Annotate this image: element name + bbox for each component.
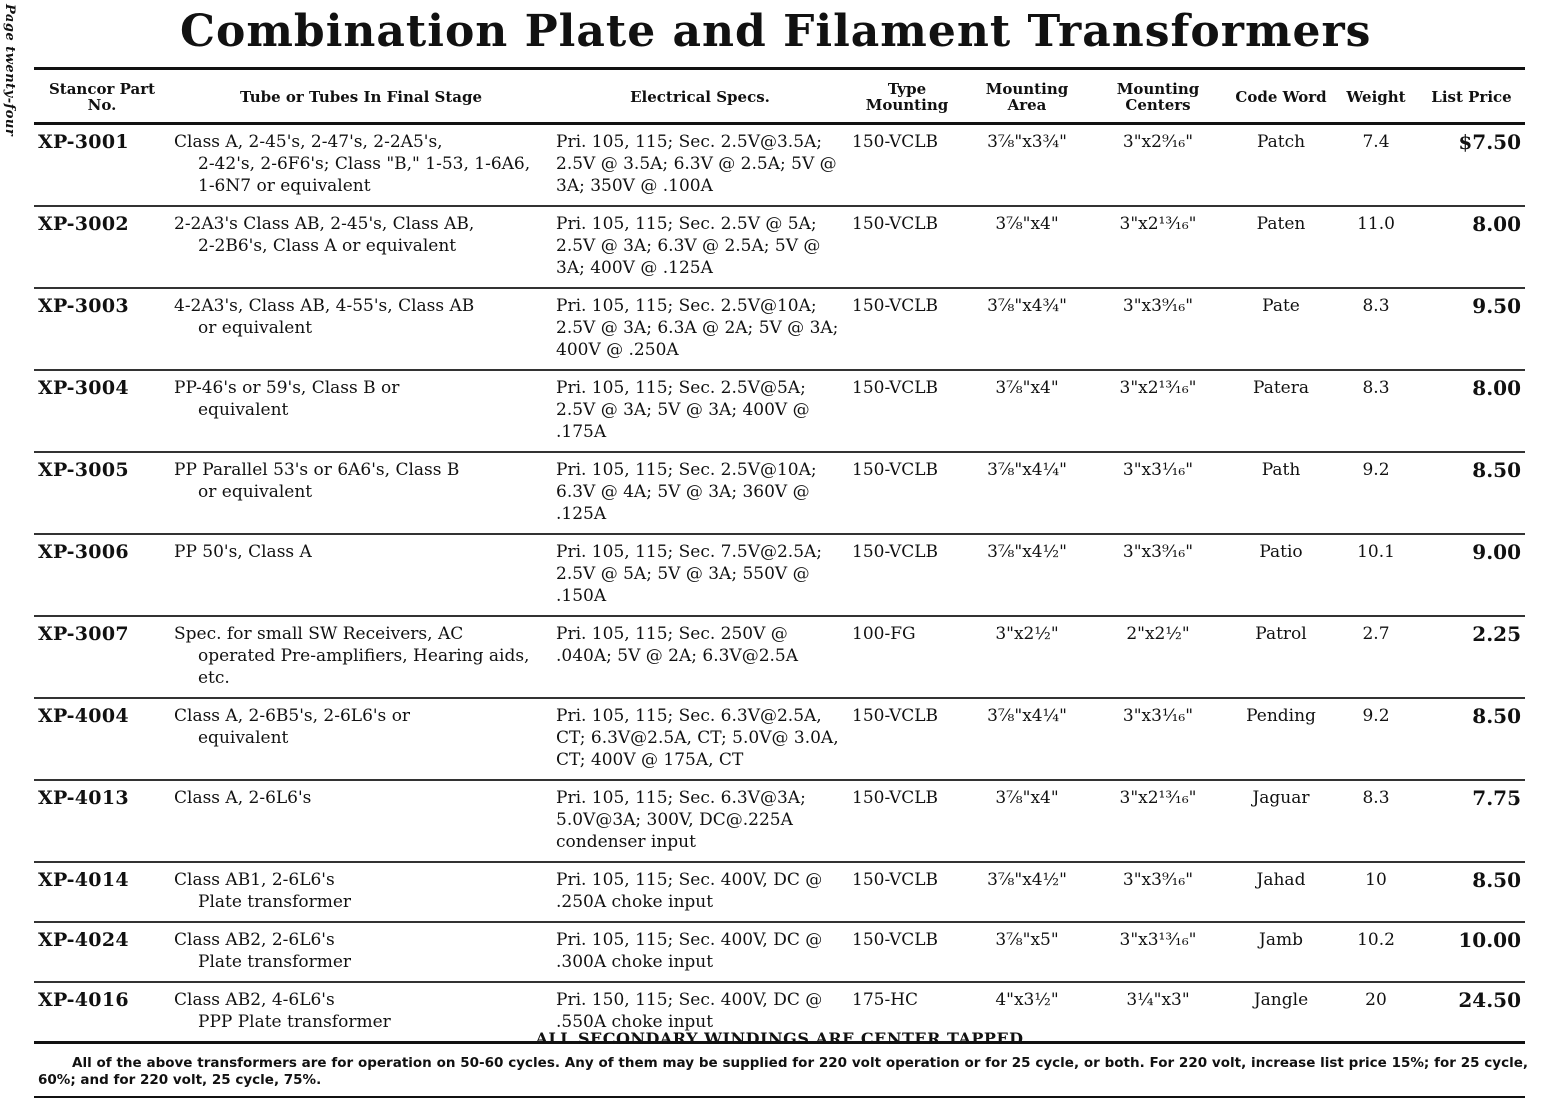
col-header-weight: Weight (1334, 72, 1418, 124)
tube-line-1: Class A, 2-6L6's (174, 788, 312, 808)
tube-line-1: PP Parallel 53's or 6A6's, Class B (174, 460, 460, 480)
tube-line-2: equivalent (198, 728, 289, 748)
list-price: $7.50 (1418, 124, 1525, 207)
electrical-specs: Pri. 105, 115; Sec. 2.5V@5A; 2.5V @ 3A; 5V @ 3A; 400V @ .175A (552, 370, 848, 452)
table-row (34, 288, 1525, 370)
type-mounting: 100-FG (848, 616, 966, 698)
col-header-list-price: List Price (1418, 72, 1525, 124)
tube-line-2: Plate transformer (198, 952, 352, 972)
mounting-centers: 3"x3⁹⁄₁₆" (1088, 534, 1228, 616)
electrical-specs: Pri. 105, 115; Sec. 250V @ .040A; 5V @ 2A; 6.3V@2.5A (552, 616, 848, 698)
tube-line-2: Plate transformer (198, 892, 352, 912)
mounting-centers: 3¼"x3" (1088, 982, 1228, 1043)
weight: 9.2 (1334, 698, 1418, 780)
tube-line-1: 2-2A3's Class AB, 2-45's, Class AB, (174, 214, 475, 234)
code-word: Jahad (1228, 862, 1334, 922)
code-word: Patio (1228, 534, 1334, 616)
part-number: XP-4014 (34, 862, 170, 922)
weight: 7.4 (1334, 124, 1418, 207)
table-row (34, 862, 1525, 922)
electrical-specs: Pri. 105, 115; Sec. 2.5V@3.5A; 2.5V @ 3.5A; 6.3V @ 2.5A; 5V @ 3A; 350V @ .100A (552, 124, 848, 207)
page-number-label (0, 0, 20, 170)
tube-line-2: or equivalent (198, 482, 313, 502)
table-row (34, 452, 1525, 534)
code-word: Pate (1228, 288, 1334, 370)
mounting-area: 3⅞"x4¼" (966, 452, 1088, 534)
weight: 8.3 (1334, 288, 1418, 370)
electrical-specs: Pri. 105, 115; Sec. 2.5V @ 5A; 2.5V @ 3A; 6.3V @ 2.5A; 5V @ 3A; 400V @ .125A (552, 206, 848, 288)
table-row (34, 698, 1525, 780)
page-title: Combination Plate and Filament Transformers (180, 6, 1372, 57)
tube-cell (170, 534, 552, 616)
tube-line-1: Class A, 2-45's, 2-47's, 2-2A5's, (174, 132, 443, 152)
list-price: 2.25 (1418, 616, 1525, 698)
page-number-text: Page twenty-four (2, 4, 17, 137)
list-price: 8.50 (1418, 698, 1525, 780)
type-mounting: 150-VCLB (848, 206, 966, 288)
transformer-table (34, 72, 1525, 1044)
table-row (34, 370, 1525, 452)
list-price: 24.50 (1418, 982, 1525, 1043)
tube-line-2: 2-2B6's, Class A or equivalent (198, 236, 457, 256)
col-header-mounting-area: Mounting Area (966, 72, 1088, 124)
code-word: Pending (1228, 698, 1334, 780)
tube-line-2: 2-42's, 2-6F6's; Class "B," 1-53, 1-6A6, 1-6N7 or equivalent (198, 154, 531, 196)
electrical-specs: Pri. 105, 115; Sec. 2.5V@10A; 6.3V @ 4A; 5V @ 3A; 360V @ .125A (552, 452, 848, 534)
tube-line-1: 4-2A3's, Class AB, 4-55's, Class AB (174, 296, 475, 316)
code-word: Paten (1228, 206, 1334, 288)
table-header-row (34, 72, 1525, 124)
mounting-area: 3⅞"x4" (966, 780, 1088, 862)
footer-heading: ALL SECONDARY WINDINGS ARE CENTER TAPPED (535, 1029, 1024, 1048)
electrical-specs: Pri. 105, 115; Sec. 400V, DC @ .250A choke input (552, 862, 848, 922)
list-price: 8.50 (1418, 452, 1525, 534)
table-row (34, 124, 1525, 207)
part-number: XP-4024 (34, 922, 170, 982)
type-mounting: 150-VCLB (848, 862, 966, 922)
part-number: XP-3002 (34, 206, 170, 288)
part-number: XP-4016 (34, 982, 170, 1043)
tube-cell (170, 206, 552, 288)
table-row (34, 922, 1525, 982)
weight: 8.3 (1334, 780, 1418, 862)
tube-line-2: or equivalent (198, 318, 313, 338)
part-number: XP-3005 (34, 452, 170, 534)
part-number: XP-3003 (34, 288, 170, 370)
part-number: XP-4013 (34, 780, 170, 862)
electrical-specs: Pri. 105, 115; Sec. 2.5V@10A; 2.5V @ 3A; 6.3A @ 2A; 5V @ 3A; 400V @ .250A (552, 288, 848, 370)
type-mounting: 175-HC (848, 982, 966, 1043)
mounting-centers: 3"x3¹⁄₁₆" (1088, 698, 1228, 780)
code-word: Patera (1228, 370, 1334, 452)
list-price: 9.00 (1418, 534, 1525, 616)
type-mounting: 150-VCLB (848, 534, 966, 616)
electrical-specs: Pri. 105, 115; Sec. 6.3V@3A; 5.0V@3A; 300V, DC@.225A condenser input (552, 780, 848, 862)
type-mounting: 150-VCLB (848, 780, 966, 862)
mounting-centers: 3"x3⁹⁄₁₆" (1088, 862, 1228, 922)
list-price: 7.75 (1418, 780, 1525, 862)
tube-line-1: Class AB2, 4-6L6's (174, 990, 335, 1010)
weight: 10.1 (1334, 534, 1418, 616)
mounting-centers: 3"x2¹³⁄₁₆" (1088, 370, 1228, 452)
bottom-rule (34, 1096, 1525, 1098)
tube-cell (170, 922, 552, 982)
mounting-centers: 3"x3¹⁄₁₆" (1088, 452, 1228, 534)
tube-cell (170, 862, 552, 922)
weight: 2.7 (1334, 616, 1418, 698)
type-mounting: 150-VCLB (848, 922, 966, 982)
electrical-specs: Pri. 105, 115; Sec. 7.5V@2.5A; 2.5V @ 5A; 5V @ 3A; 550V @ .150A (552, 534, 848, 616)
mounting-area: 3⅞"x4" (966, 206, 1088, 288)
type-mounting: 150-VCLB (848, 698, 966, 780)
col-header-type-mounting: Type Mounting (848, 72, 966, 124)
part-number: XP-3006 (34, 534, 170, 616)
tube-cell (170, 616, 552, 698)
mounting-centers: 3"x2⁹⁄₁₆" (1088, 124, 1228, 207)
mounting-centers: 3"x2¹³⁄₁₆" (1088, 780, 1228, 862)
tube-line-1: Spec. for small SW Receivers, AC (174, 624, 464, 644)
part-number: XP-4004 (34, 698, 170, 780)
col-header-electrical: Electrical Specs. (552, 72, 848, 124)
weight: 9.2 (1334, 452, 1418, 534)
tube-line-1: PP-46's or 59's, Class B or (174, 378, 400, 398)
col-header-mounting-centers: Mounting Centers (1088, 72, 1228, 124)
electrical-specs: Pri. 105, 115; Sec. 6.3V@2.5A, CT; 6.3V@2.5A, CT; 5.0V@ 3.0A, CT; 400V @ 175A, CT (552, 698, 848, 780)
mounting-area: 3⅞"x5" (966, 922, 1088, 982)
list-price: 8.50 (1418, 862, 1525, 922)
tube-line-1: PP 50's, Class A (174, 542, 312, 562)
weight: 20 (1334, 982, 1418, 1043)
col-header-part-no: Stancor Part No. (34, 72, 170, 124)
tube-cell (170, 124, 552, 207)
table-row (34, 534, 1525, 616)
table-row (34, 780, 1525, 862)
type-mounting: 150-VCLB (848, 288, 966, 370)
mounting-area: 3"x2½" (966, 616, 1088, 698)
top-rule (34, 67, 1525, 70)
part-number: XP-3007 (34, 616, 170, 698)
type-mounting: 150-VCLB (848, 370, 966, 452)
mounting-centers: 3"x2¹³⁄₁₆" (1088, 206, 1228, 288)
table-row (34, 616, 1525, 698)
mounting-centers: 3"x3⁹⁄₁₆" (1088, 288, 1228, 370)
mounting-centers: 3"x3¹³⁄₁₆" (1088, 922, 1228, 982)
list-price: 8.00 (1418, 206, 1525, 288)
weight: 10 (1334, 862, 1418, 922)
mounting-area: 3⅞"x4½" (966, 534, 1088, 616)
part-number: XP-3001 (34, 124, 170, 207)
list-price: 8.00 (1418, 370, 1525, 452)
weight: 11.0 (1334, 206, 1418, 288)
footer-note: All of the above transformers are for operation on 50-60 cycles. Any of them may be supplied for 220 volt operation or for 25 cycle, or both. For 220 volt, increase list price 15%; for 25 cycle, 60%; and for 220 volt, 25 cycle, 75%. (38, 1055, 1528, 1088)
mounting-area: 3⅞"x4" (966, 370, 1088, 452)
mounting-area: 3⅞"x3¾" (966, 124, 1088, 207)
mounting-area: 3⅞"x4¼" (966, 698, 1088, 780)
tube-cell (170, 288, 552, 370)
tube-line-2: operated Pre-amplifiers, Hearing aids, etc. (198, 646, 530, 688)
col-header-code-word: Code Word (1228, 72, 1334, 124)
tube-line-2: PPP Plate transformer (198, 1012, 391, 1032)
list-price: 10.00 (1418, 922, 1525, 982)
mounting-centers: 2"x2½" (1088, 616, 1228, 698)
tube-line-1: Class A, 2-6B5's, 2-6L6's or (174, 706, 411, 726)
col-header-tubes: Tube or Tubes In Final Stage (170, 72, 552, 124)
mounting-area: 3⅞"x4½" (966, 862, 1088, 922)
table-row (34, 206, 1525, 288)
weight: 8.3 (1334, 370, 1418, 452)
tube-cell (170, 698, 552, 780)
mounting-area: 3⅞"x4¾" (966, 288, 1088, 370)
type-mounting: 150-VCLB (848, 452, 966, 534)
part-number: XP-3004 (34, 370, 170, 452)
code-word: Jaguar (1228, 780, 1334, 862)
tube-line-1: Class AB1, 2-6L6's (174, 870, 335, 890)
tube-line-2: equivalent (198, 400, 289, 420)
list-price: 9.50 (1418, 288, 1525, 370)
code-word: Patch (1228, 124, 1334, 207)
tube-line-1: Class AB2, 2-6L6's (174, 930, 335, 950)
weight: 10.2 (1334, 922, 1418, 982)
tube-cell (170, 452, 552, 534)
code-word: Patrol (1228, 616, 1334, 698)
tube-cell (170, 370, 552, 452)
code-word: Jamb (1228, 922, 1334, 982)
code-word: Path (1228, 452, 1334, 534)
type-mounting: 150-VCLB (848, 124, 966, 207)
code-word: Jangle (1228, 982, 1334, 1043)
mounting-area: 4"x3½" (966, 982, 1088, 1043)
tube-cell (170, 780, 552, 862)
electrical-specs: Pri. 150, 115; Sec. 400V, DC @ .550A choke input (552, 982, 848, 1043)
electrical-specs: Pri. 105, 115; Sec. 400V, DC @ .300A choke input (552, 922, 848, 982)
